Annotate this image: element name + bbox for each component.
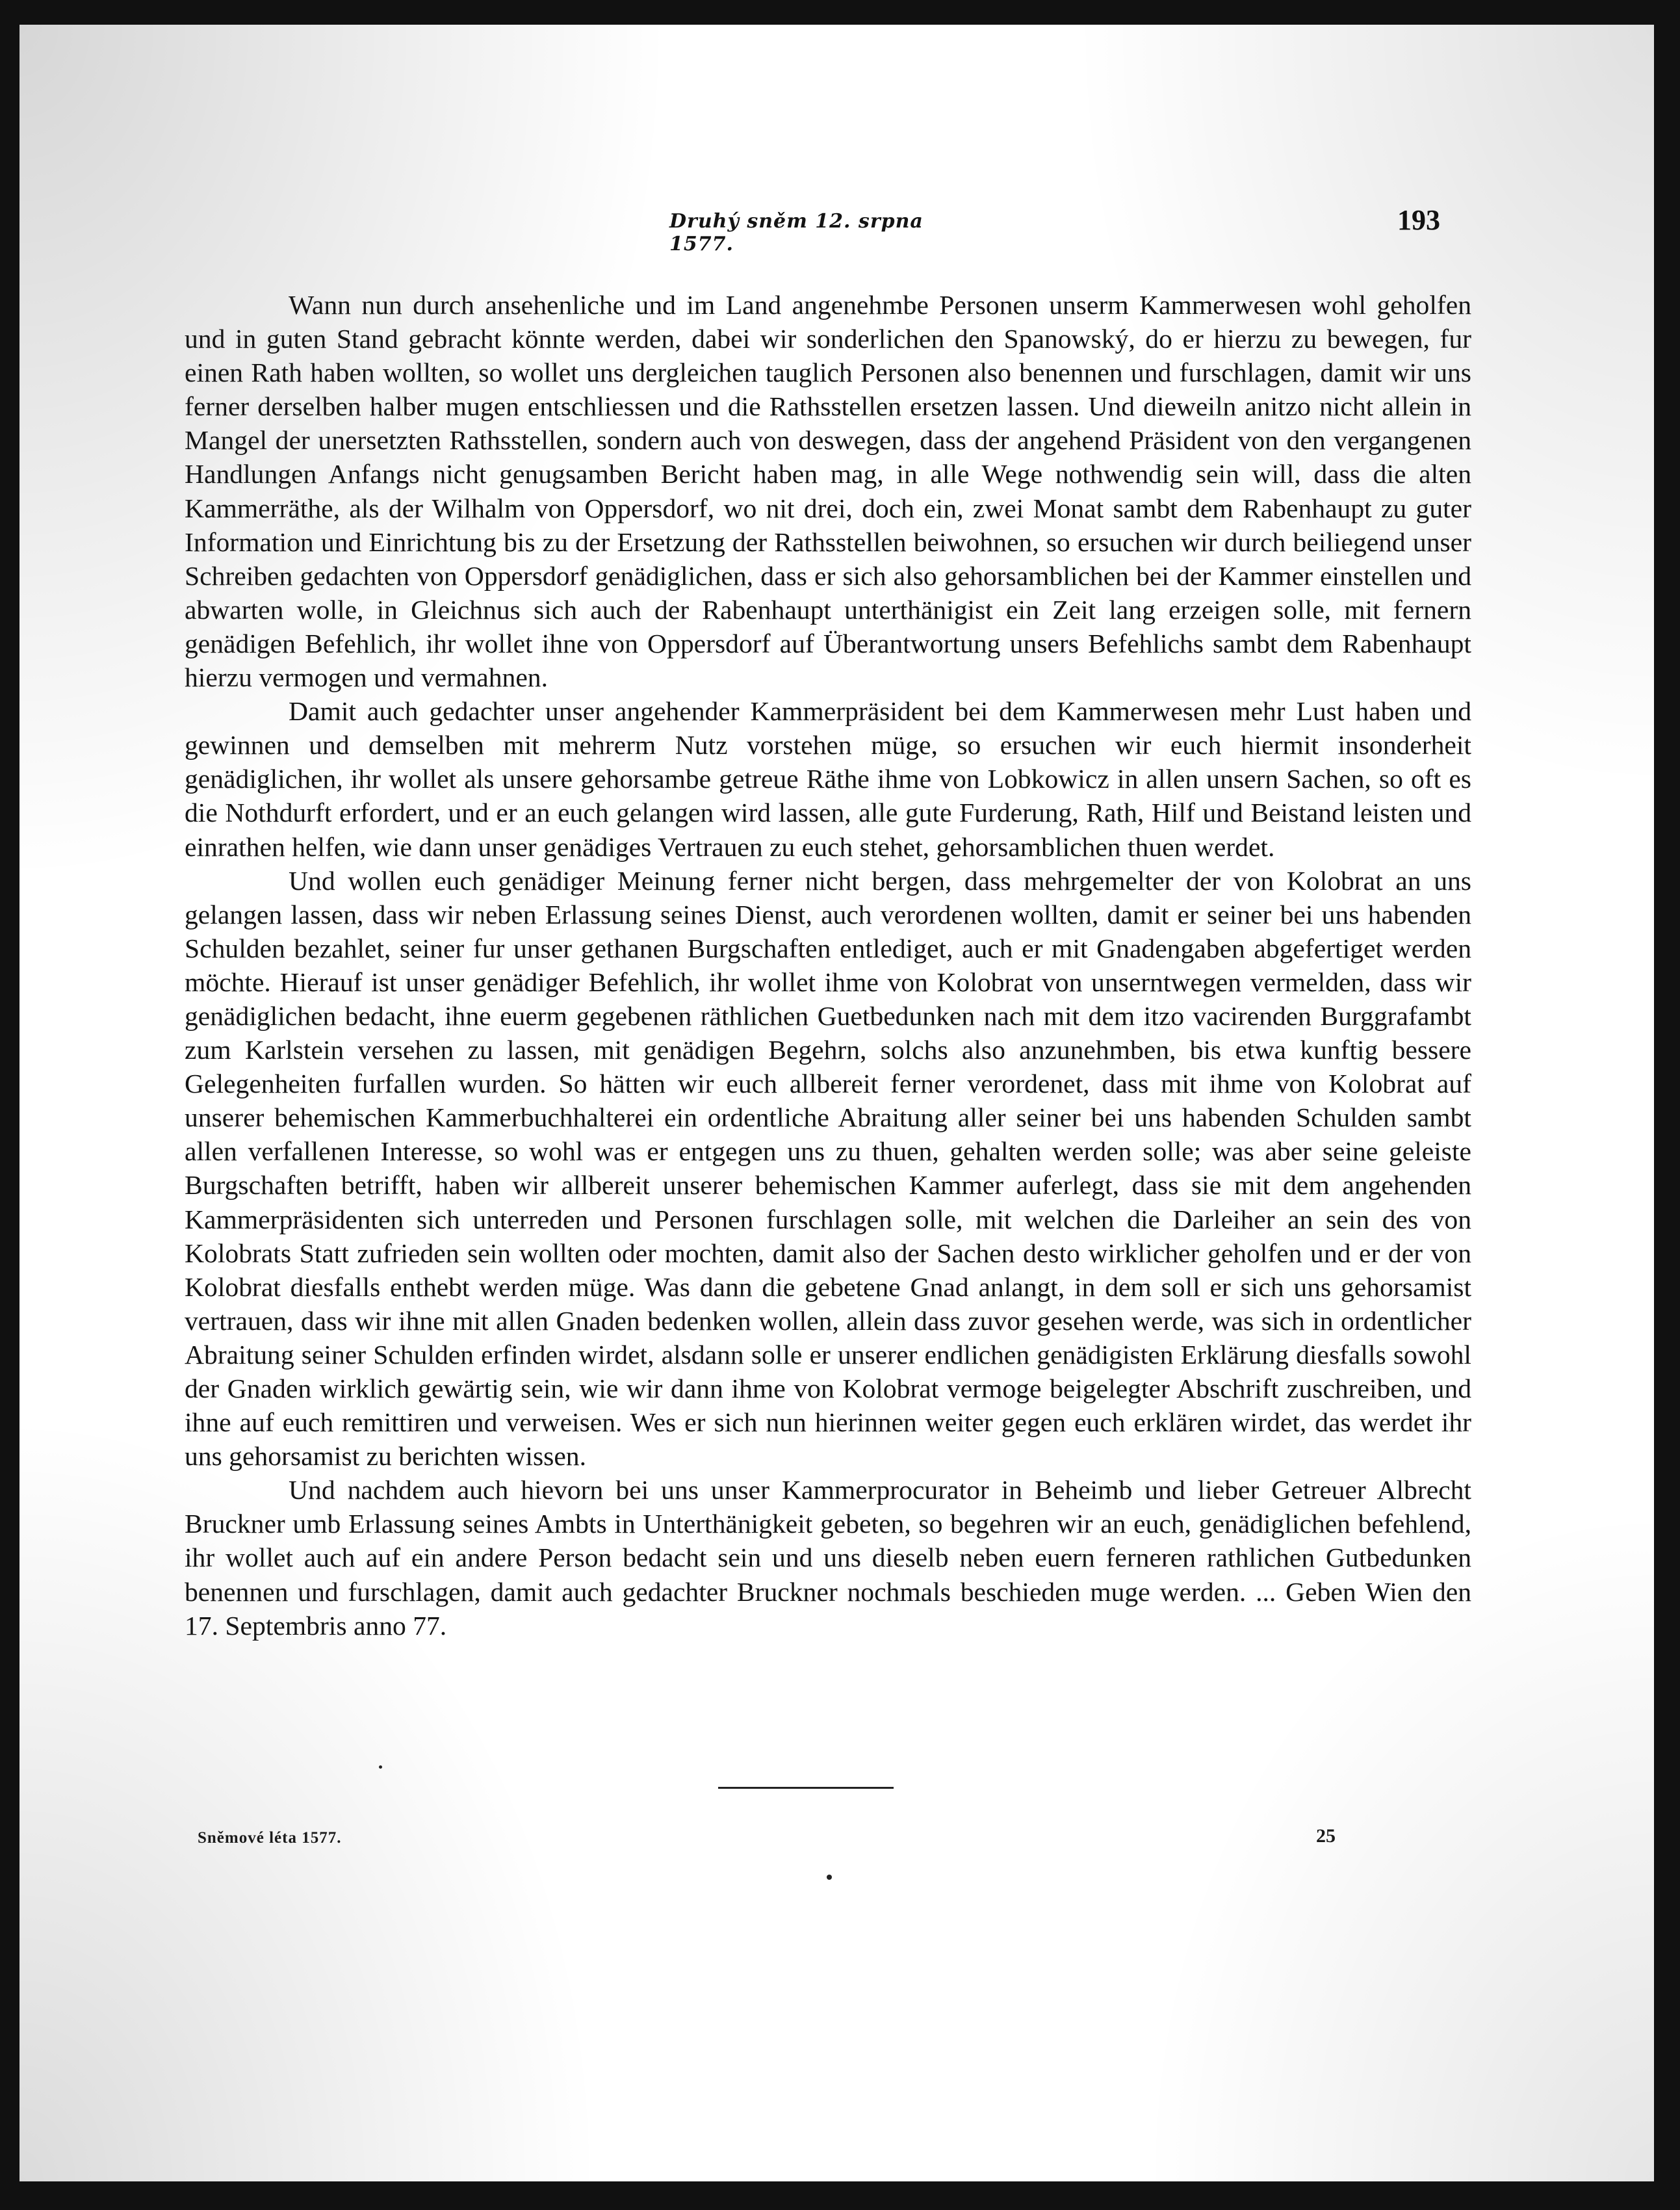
paragraph-2: Damit auch gedachter unser angehender Kammerpräsident bei dem Kammerwesen mehr Lust haben und gewinnen und demselben mit mehrerm Nutz vorstehen müge, so ersuchen wir euch hiermit insonderheit genädiglichen, ihr wollet als unsere gehorsambe getreue Räthe ihme von Lobkowicz in allen unsern Sachen, so oft es die Nothdurft erfordert, und er an euch gelangen wird lassen, alle gute Furderung, Rath, Hilf und Beistand leisten und einrathen helfen, wie dann unser genädiges Vertrauen zu euch stehet, gehorsamblichen thuen werdet. [185, 696, 1471, 862]
running-title: Druhý sněm 12. srpna 1577. [669, 210, 924, 255]
closing-rule [718, 1787, 894, 1789]
footer-collection-title: Sněmové léta 1577. [198, 1829, 342, 1847]
paragraph-1: Wann nun durch ansehenliche und im Land angenehmbe Personen unserm Kammerwesen wohl geholfen und in guten Stand gebracht könnte werden, dabei wir sonderlichen den Spanowský, do er hierzu zu bewegen, fur einen Rath haben wollten, so wollet uns dergleichen tauglich Personen also benennen und furschlagen, damit wir uns ferner derselben halber mugen entschliessen und die Rathsstellen ersetzen lassen. Und dieweiln anitzo nicht allein in Mangel der unersetzten Rathsstellen, sondern auch von deswegen, dass der angehend Präsident von den vergangenen Handlungen Anfangs nicht genugsamben Bericht haben mag, in alle Wege nothwendig sein will, dass die alten Kammerräthe, als der Wilhalm von Oppersdorf, wo nit drei, doch ein, zwei Monat sambt dem Rabenhaupt zu guter Information und Einrichtung bis zu der Ersetzung der Rathsstellen beiwohnen, so ersuchen wir durch beiliegend unser Schreiben gedachten von Oppersdorf genädiglichen, dass er sich also gehorsamblichen bei der Kammer einstellen und abwarten wolle, in Gleichnus sich auch der Rabenhaupt unterthänigist ein Zeit lang erzeigen solle, mit fernern genädigen Befehlich, ihr wollet ihne von Oppersdorf auf Überantwortung unsers Befehlichs sambt dem Rabenhaupt hierzu vermogen und vermahnen. [185, 290, 1471, 693]
paragraph-3: Und wollen euch genädiger Meinung ferner nicht bergen, dass mehrgemelter der von Kolobrat an uns gelangen lassen, dass wir neben Erlassung seines Dienst, auch verordenen wollten, damit er seiner bei uns habenden Schulden bezahlet, seiner fur unser gethanen Burgschaften entlediget, auch er mit Gnadengaben abgefertiget werden möchte. Hierauf ist unser genädiger Befehlich, ihr wollet ihme von Kolobrat von unserntwegen vermelden, dass wir genädiglichen bedacht, ihne euerm gegebenen räthlichen Guetbedunken nach mit dem itzo vacirenden Burggrafambt zum Karlstein versehen zu lassen, mit genädigen Begehrn, solchs also anzunehmben, bis etwa kunftig bessere Gelegenheiten furfallen wurden. So hätten wir euch allbereit ferner verordenet, dass mit ihme von Kolobrat auf unserer behemischen Kammerbuchhalterei ein ordentliche Abraitung aller seiner bei uns habenden Schulden sambt allen verfallenen Interesse, so wohl was er entgegen uns zu thuen, gehalten werden solle; was aber seine geleiste Burgschaften betrifft, haben wir allbereit unserer behemischen Kammer auferlegt, dass sie mit dem angehenden Kammerpräsidenten sich unterreden und Personen furschlagen solle, mit welchen die Darleiher an sein des von Kolobrats Statt zufrieden sein wollten oder mochten, damit also der Sachen desto wirklicher geholfen und er der von Kolobrat diesfalls enthebt werden müge. Was dann die gebetene Gnad anlangt, in dem soll er sich uns gehorsamist vertrauen, dass wir ihne mit allen Gnaden bedenken wollen, allein dass zuvor gesehen werde, was sich in ordentlicher Abraitung seiner Schulden erfinden wirdet, alsdann solle er unserer endlichen genädigisten Erklärung diesfalls sowohl der Gnaden wirklich gewärtig sein, wie wir dann ihme von Kolobrat vermoge beigelegter Abschrift zuschreiben, und ihne auf euch remittiren und verweisen. Wes er sich nun hierinnen weiter gegen euch erklären wirdet, das werdet ihr uns gehorsamist zu berichten wissen. [185, 865, 1471, 1472]
footer-signature-mark: 25 [1316, 1825, 1336, 1847]
paragraph-4: Und nachdem auch hievorn bei uns unser Kammerprocurator in Beheimb und lieber Getreuer Albrecht Bruckner umb Erlassung seines Ambts in Unterthänigkeit gebeten, so begehren wir an euch, genädiglichen befehlend, ihr wollet auch auf ein andere Person bedacht sein und uns dieselb neben euern ferneren rathlichen Gutbedunken benennen und furschlagen, damit auch gedachter Bruckner nochmals beschieden muge werden. ... Geben Wien den 17. Septembris anno 77. [185, 1475, 1471, 1641]
document-page [19, 25, 1654, 2181]
ink-speck [827, 1875, 832, 1880]
ink-speck [379, 1765, 382, 1769]
running-head [19, 203, 1654, 255]
page-number: 193 [1397, 204, 1440, 236]
body-text [185, 288, 1471, 1643]
